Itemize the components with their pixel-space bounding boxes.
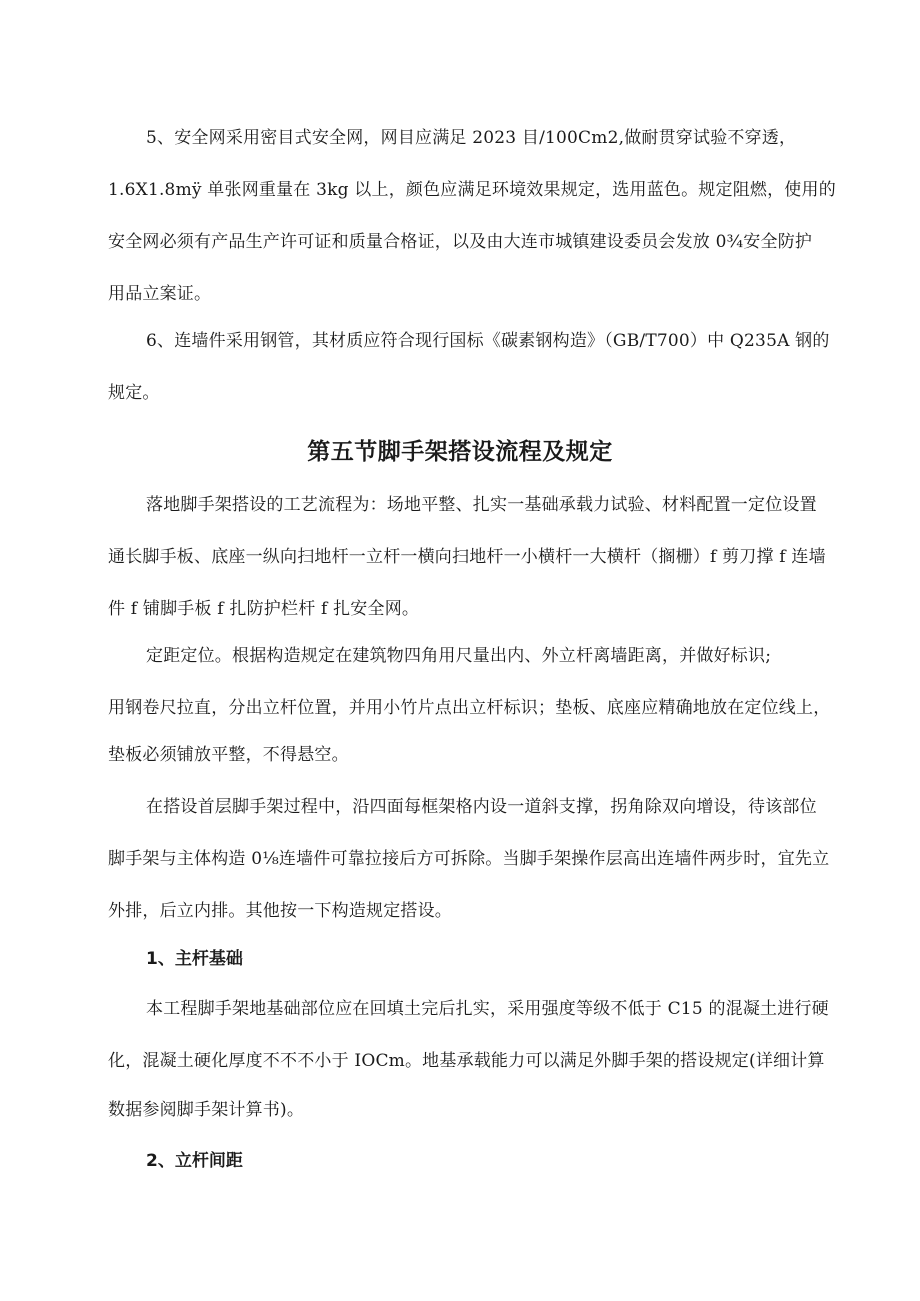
subheading-pole-spacing: 2、立杆间距	[146, 1151, 243, 1171]
item5-line1: 5、安全网采用密目式安全网，网目应满足 2023 目/100Cm2,做耐贯穿试验不穿透，	[146, 128, 797, 148]
item6-line2: 规定。	[108, 383, 160, 403]
position-line3: 垫板必须铺放平整，不得悬空。	[108, 745, 349, 765]
first-floor-line2: 脚手架与主体构造 0⅛连墙件可靠拉接后方可拆除。当脚手架操作层高出连墙件两步时，宜先立	[108, 849, 830, 869]
process-line3: 件 f 铺脚手板 f 扎防护栏杆 f 扎安全网。	[108, 599, 420, 619]
position-line1: 定距定位。根据构造规定在建筑物四角用尺量出内、外立杆离墙距离，并做好标识;	[146, 646, 772, 666]
item6-line1: 6、连墙件采用钢管，其材质应符合现行国标《碳素钢构造》（GB/T700）中 Q235A 钢的	[146, 331, 830, 351]
item5-line2: 1.6X1.8mÿ 单张网重量在 3kg 以上，颜色应满足环境效果规定，选用蓝色。规定阻燃，使用的	[108, 180, 836, 200]
subheading-foundation: 1、主杆基础	[146, 949, 243, 969]
first-floor-line1: 在搭设首层脚手架过程中，沿四面每框架格内设一道斜支撑，拐角除双向增设，待该部位	[146, 797, 817, 817]
foundation-line3: 数据参阅脚手架计算书)。	[108, 1100, 305, 1120]
foundation-line2: 化，混凝土硬化厚度不不不小于 IOCm。地基承载能力可以满足外脚手架的搭设规定(详细计算	[108, 1051, 825, 1071]
position-line2: 用钢卷尺拉直，分出立杆位置，并用小竹片点出立杆标识；垫板、底座应精确地放在定位线上，	[108, 698, 831, 718]
process-line2: 通长脚手板、底座一纵向扫地杆一立杆一横向扫地杆一小横杆一大横杆（搁栅）f 剪刀撑 f 连墙	[108, 547, 826, 567]
foundation-line1: 本工程脚手架地基础部位应在回填土完后扎实，采用强度等级不低于 C15 的混凝土进行硬	[146, 999, 829, 1019]
process-line1: 落地脚手架搭设的工艺流程为：场地平整、扎实一基础承载力试验、材料配置一定位设置	[146, 495, 817, 515]
section-title: 第五节脚手架搭设流程及规定	[307, 439, 613, 465]
item5-line3: 安全网必须有产品生产许可证和质量合格证，以及由大连市城镇建设委员会发放 0¾安全防护	[108, 232, 813, 252]
item5-line4: 用品立案证。	[108, 284, 212, 304]
first-floor-line3: 外排，后立内排。其他按一下构造规定搭设。	[108, 901, 452, 921]
